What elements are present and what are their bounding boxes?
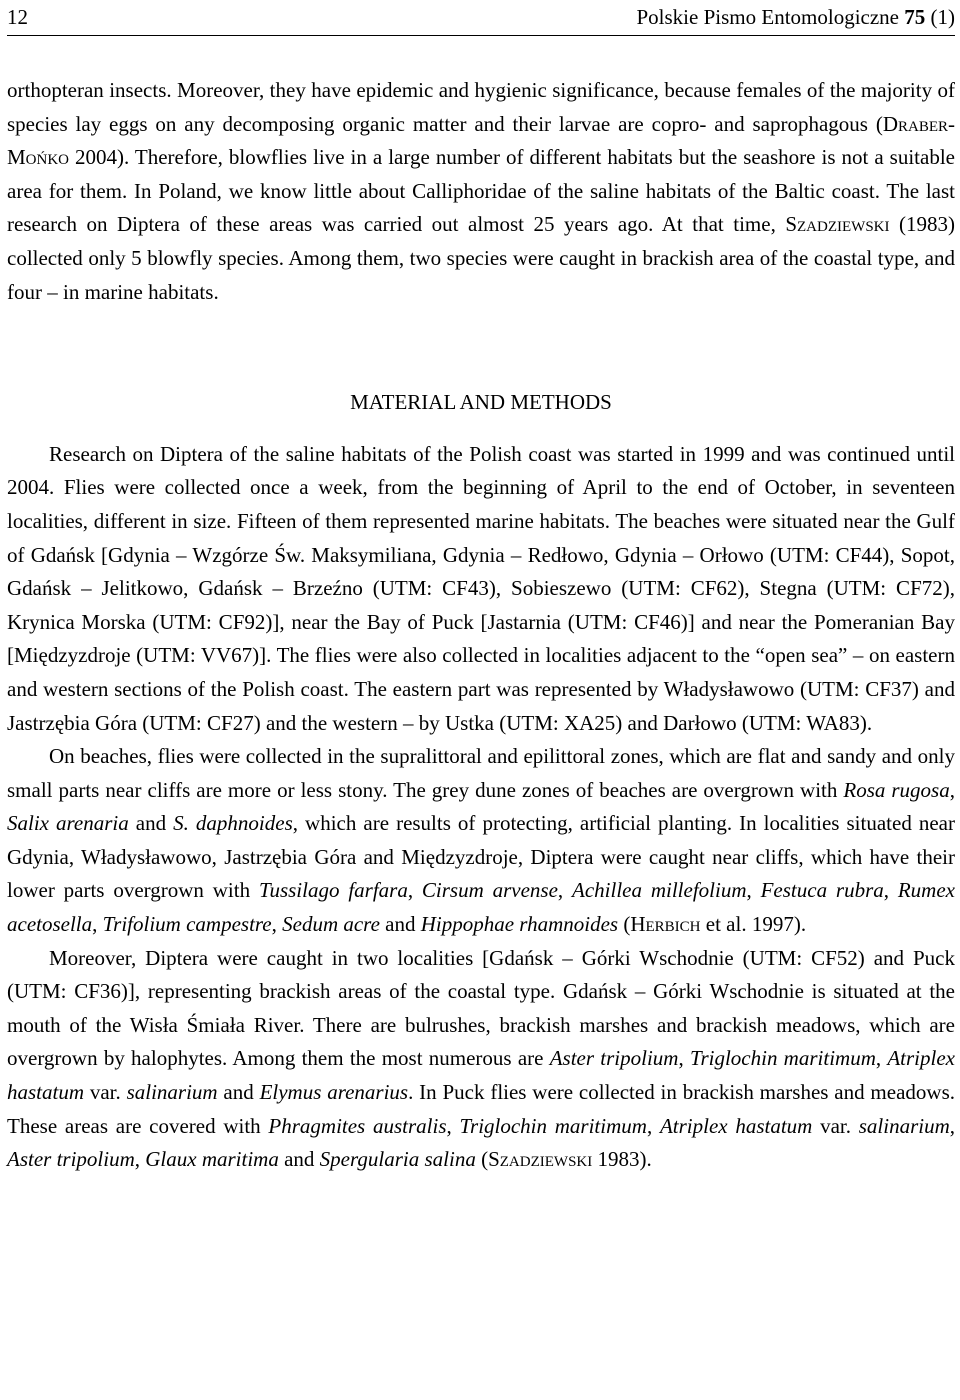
text-run: and [278,1147,320,1172]
author-citation: Draber-Mońko [7,111,955,170]
species-name: Cirsum arvense [421,878,558,903]
species-name: Trifolium campestre [102,912,272,937]
methods-paragraph-1: Research on Diptera of the saline habitats of the Polish coast was started in 1999 and was continued until 2004. Flies were collected once a week, from the beginning of April to the end of October, in seventeen localities, different in size. Fifteen of them represented marine habitats. The beaches were situated near the Gulf of Gdańsk [Gdynia – Wzgórze Św. Maksymiliana, Gdynia – Redłowo, Gdynia – Orłowo (UTM: CF44), Sopot, Gdańsk – Jelitkowo, Gdańsk – Brzeźno (UTM: CF43), Sobieszewo (UTM: CF62), Stegna (UTM: CF72), Krynica Morska (UTM: CF92)], near the Bay of Puck [Jastarnia (UTM: CF46)] and near the Pomeranian Bay [Międzyzdroje (UTM: VV67)]. The flies were also collected in localities adjacent to the “open sea” – on eastern and western sections of the Polish coast. The eastern part was represented by Władysławowo (UTM: CF37) and Jastrzębia Góra (UTM: CF27) and the western – by Ustka (UTM: XA25) and Darłowo (UTM: WA83). [7,441,955,735]
species-name: Glaux maritima [145,1147,279,1172]
text-run: orthopteran insects. Moreover, they have epidemic and hygienic significance, because females of the majority of species lay eggs on any decomposing organic matter and their larvae are copro- and saprophagous ( [7,78,955,136]
species-name: Sedum acre [282,912,380,937]
text-run: , [92,912,103,937]
article-body [7,74,955,1177]
text-run: , [678,1046,690,1071]
text-run: , [949,777,955,802]
text-run: 1983). [592,1147,652,1172]
species-name: Triglochin maritimum [689,1046,876,1071]
species-name: Festuca rubra [760,878,884,903]
text-run: , [875,1046,888,1071]
text-run: Moreover, Diptera were caught in two localities [Gdańsk – Górki Wschodnie (UTM: CF52) and Puck (UTM: CF36)], representing brackish areas of the coastal type. Gdańsk – Górki Wschodnie is situated at the mouth of the Wisła Śmiała River. There are bulrushes, brackish marshes and brackish meadows, which are overgrown by halophytes. Among them the most numerous are [7,945,955,1071]
section-heading: MATERIAL AND METHODS [350,390,612,415]
text-run: , [883,878,898,903]
species-name: Rumex acetosella [7,878,955,937]
species-name: S. daphnoides [173,811,293,836]
text-run: 2004). Therefore, blowflies live in a large number of different habitats but the seashore is not a suitable area for them. In Poland, we know little about Calliphoridae of the saline habitats of the Baltic coast. The last research on Diptera of these areas was carried out almost 25 years ago. At that time, [7,145,955,237]
text-run: , [646,1113,660,1138]
text-run: var. [84,1080,127,1105]
species-name: Spergularia salina [319,1147,476,1172]
species-name: Aster tripolium [7,1147,135,1172]
text-run: et al. 1997). [700,912,807,937]
journal-reference [637,5,956,29]
species-name: salinarium [858,1113,950,1138]
species-name: Salix arenaria [7,811,129,836]
species-name: Triglochin maritimum [459,1113,647,1138]
journal-title: Polskie Pismo Entomologiczne [636,5,899,29]
species-name: Achillea millefolium [572,878,747,903]
species-name: Tussilago farfara [258,878,408,903]
text-run: , [407,878,422,903]
species-name: Rosa rugosa [843,777,950,802]
methods-paragraph-2 [7,740,955,942]
text-run: , [949,1113,955,1138]
issue-number: (1) [930,5,955,29]
species-name: Aster tripolium [549,1046,679,1071]
journal-page [7,0,955,1400]
methods-paragraph-3 [7,942,955,1177]
species-name: Phragmites australis [268,1113,447,1138]
text-run: , [134,1147,146,1172]
text-run: var. [812,1113,859,1138]
author-citation: Szadziewski [785,212,890,237]
text-run: and [217,1080,260,1105]
text-run: , [271,912,283,937]
species-name: Hippophae rhamnoides [420,912,619,937]
text-run: and [128,811,174,836]
text-run: ( [618,912,631,937]
running-head [7,0,955,38]
text-run: , [746,878,761,903]
text-run: , [446,1113,460,1138]
text-run: ( [475,1147,489,1172]
text-run: and [379,912,421,937]
page-number: 12 [7,5,28,29]
species-name: Atriplex hastatum [659,1113,813,1138]
intro-paragraph [7,74,955,309]
text-run: , which are results of protecting, artificial planting. In localities situated near Gdynia, Władysławowo, Jastrzębia Góra and Międzyzdroje, Diptera were caught near cliffs, which have their lower parts overgrown with [7,811,955,903]
volume-number: 75 [904,5,926,29]
text-run: (1983) collected only 5 blowfly species. Among them, two species were caught in brackish area of the coastal type, and four – in marine habitats. [7,212,955,304]
header-rule [7,35,955,36]
text-run: , [557,878,573,903]
species-name: salinarium [126,1080,218,1105]
author-citation: Herbich [630,912,701,937]
text-run: . In Puck flies were collected in brackish marshes and meadows. These areas are covered with [7,1080,955,1138]
species-name: Atriplex hastatum [7,1046,955,1105]
species-name: Elymus arenarius [259,1080,409,1105]
text-run: On beaches, flies were collected in the supralittoral and epilittoral zones, which are flat and sandy and only small parts near cliffs are more or less stony. The grey dune zones of beaches are overgrown with [7,744,955,802]
author-citation: Szadziewski [488,1147,593,1172]
